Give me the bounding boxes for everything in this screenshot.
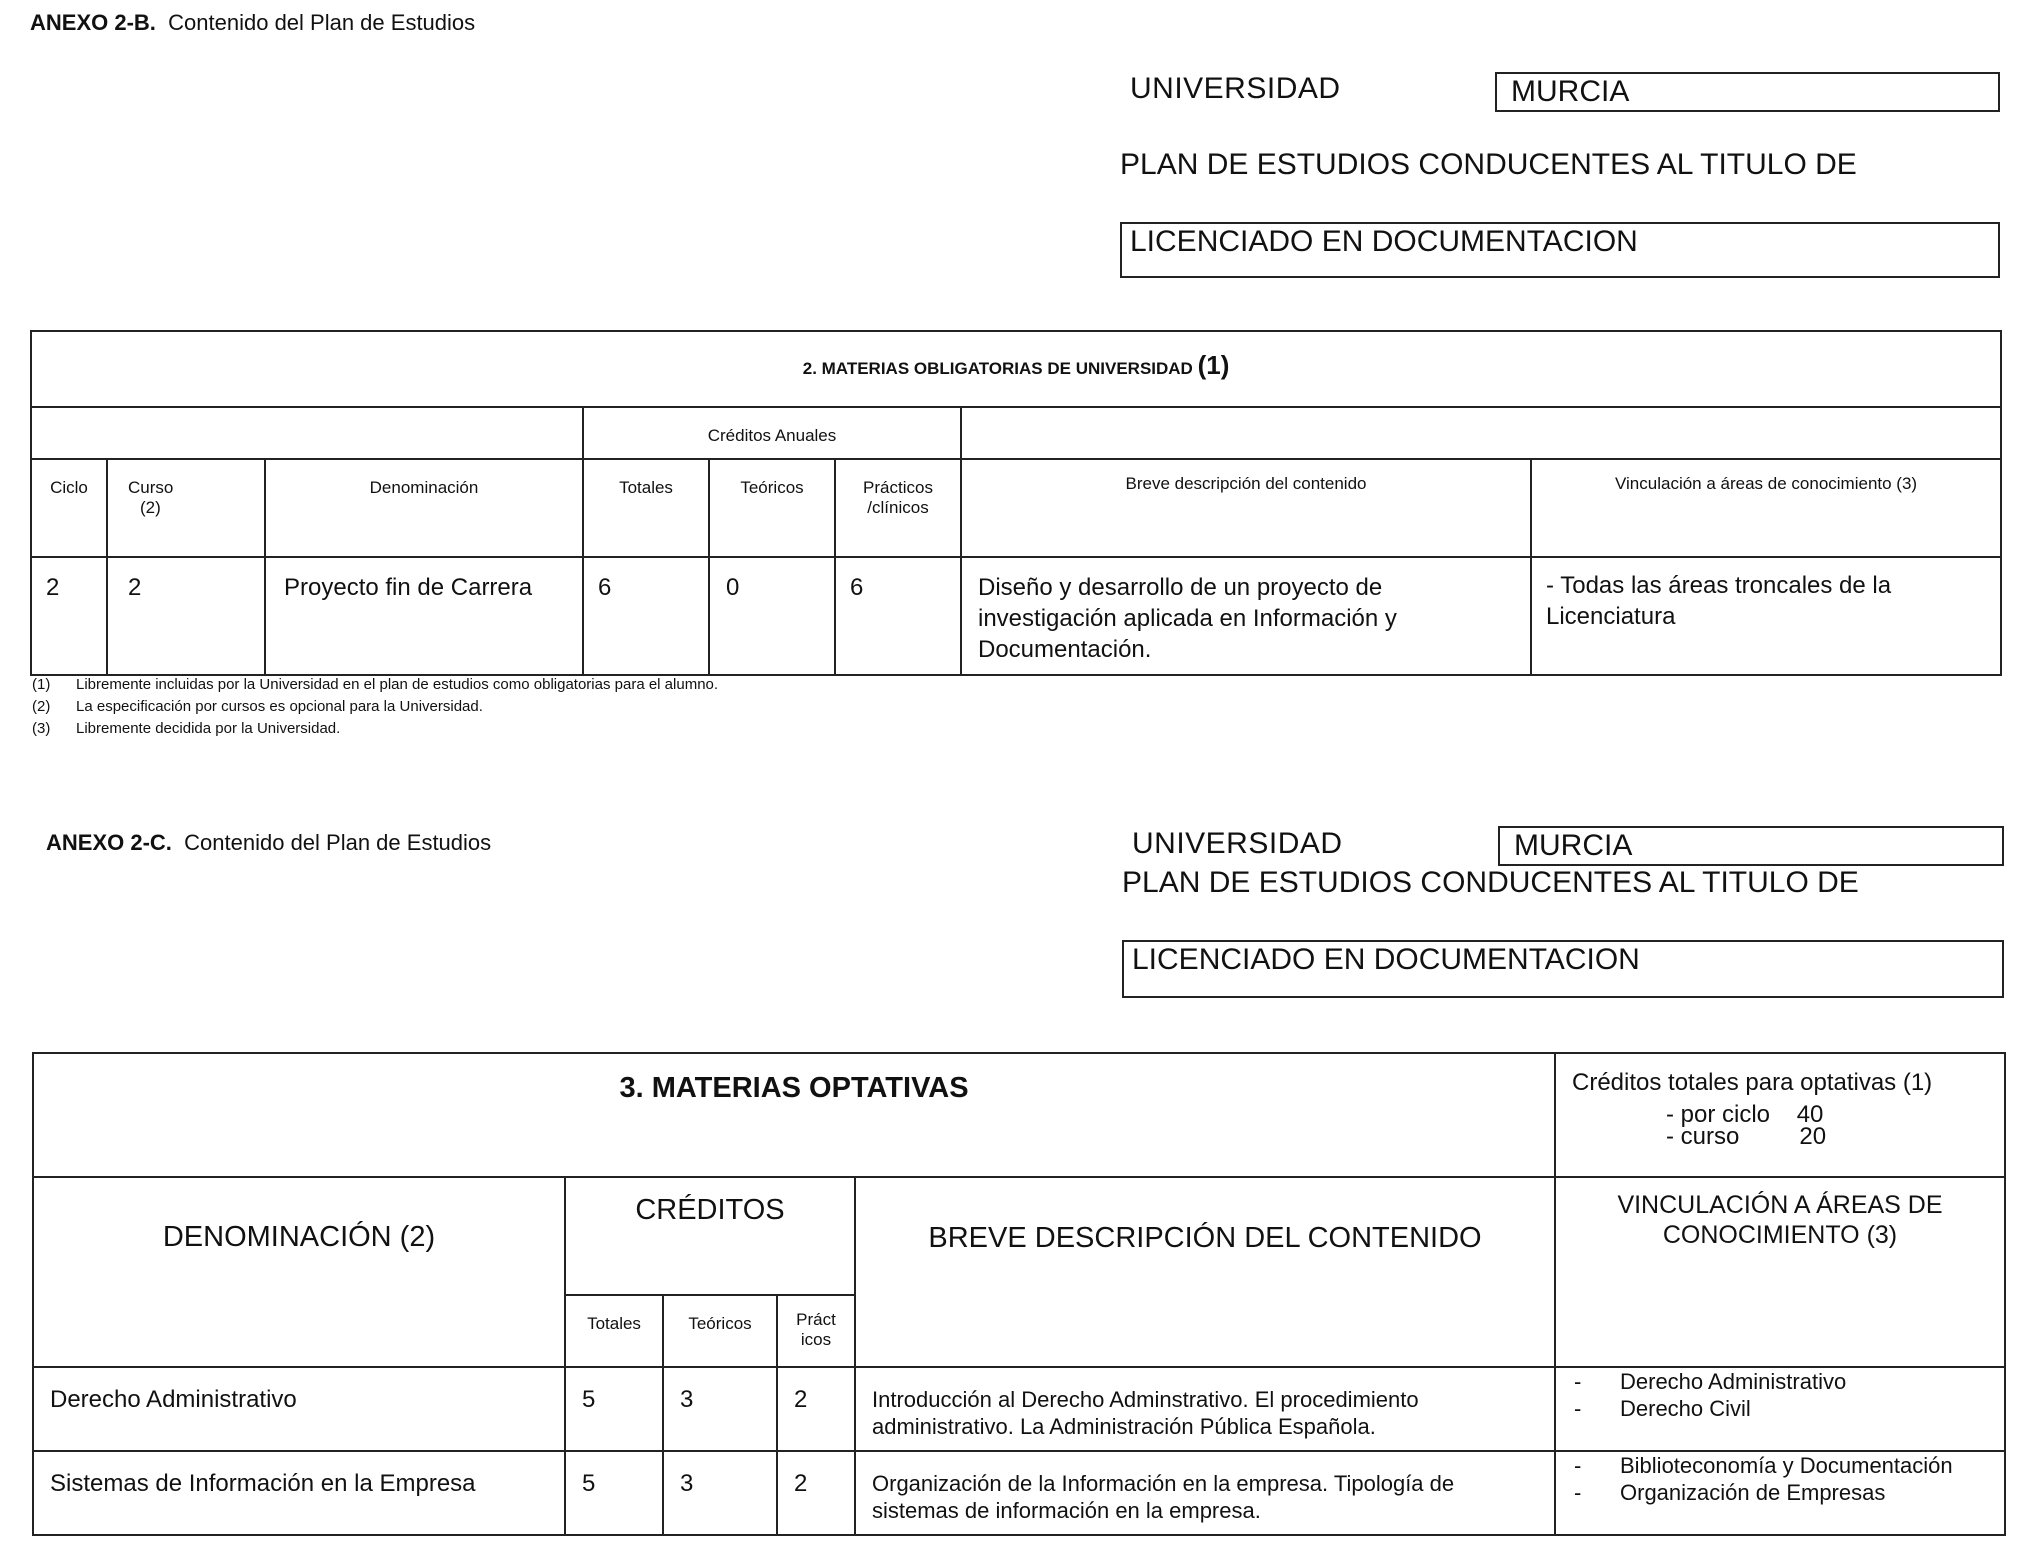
table-row — [33, 1367, 2005, 1451]
footnotes — [32, 674, 718, 740]
totales-cell: 5 — [565, 1451, 663, 1535]
list-item: - Organización de Empresas — [1574, 1480, 1886, 1505]
annex-b-subtitle: Contenido del Plan de Estudios — [168, 10, 476, 35]
annex-c-universidad-box — [1498, 826, 2004, 866]
curso-cell: 2 — [107, 557, 265, 675]
obligatorias-title: 2. MATERIAS OBLIGATORIAS DE UNIVERSIDAD (1) — [31, 331, 2001, 407]
creditos-totales-info: Créditos totales para optativas (1) - por ciclo 40 - curso 20 — [1555, 1053, 2005, 1177]
vinculacion-cell: - Todas las áreas troncales de la Licenciatura — [1531, 557, 2001, 675]
areas-cell — [1555, 1367, 2005, 1451]
totales-header: Totales — [583, 459, 709, 557]
vinculacion-header: VINCULACIÓN A ÁREAS DE CONOCIMIENTO (3) — [1555, 1177, 2005, 1367]
teoricos-header: Teóricos — [663, 1295, 777, 1367]
descripcion-cell: Organización de la Información en la empresa. Tipología de sistemas de información en la empresa. — [855, 1451, 1555, 1535]
optativas-title: 3. MATERIAS OPTATIVAS — [33, 1053, 1555, 1177]
descripcion-cell: Introducción al Derecho Adminstrativo. El procedimiento administrativo. La Administración Pública Española. — [855, 1367, 1555, 1451]
denominacion-header: Denominación — [265, 459, 583, 557]
ciclo-header: Ciclo — [31, 459, 107, 557]
practicos-cell: 6 — [835, 557, 961, 675]
totales-cell: 6 — [583, 557, 709, 675]
annex-c-universidad-label: UNIVERSIDAD — [1132, 827, 1343, 860]
descripcion-header: BREVE DESCRIPCIÓN DEL CONTENIDO — [855, 1177, 1555, 1367]
teoricos-header: Teóricos — [709, 459, 835, 557]
annex-c-titulo-box — [1122, 940, 2004, 998]
annex-b-titulo-value: LICENCIADO EN DOCUMENTACION — [1130, 225, 1638, 258]
annex-b-universidad-box — [1495, 72, 2000, 112]
teoricos-cell: 3 — [663, 1367, 777, 1451]
por-ciclo-label: - por ciclo — [1666, 1101, 1771, 1128]
denominacion-cell: Derecho Administrativo — [33, 1367, 565, 1451]
obligatorias-table — [30, 330, 2002, 676]
annex-b-titulo-box — [1120, 222, 2000, 278]
optativas-table — [32, 1052, 2006, 1536]
table-row — [33, 1451, 2005, 1535]
annex-b-plan-label: PLAN DE ESTUDIOS CONDUCENTES AL TITULO DE — [1120, 148, 1857, 181]
totales-header: Totales — [565, 1295, 663, 1367]
list-item: - Biblioteconomía y Documentación — [1574, 1453, 1953, 1478]
practicos-header: Práct icos — [777, 1295, 855, 1367]
curso-header: Curso (2) — [107, 459, 265, 557]
totales-cell: 5 — [565, 1367, 663, 1451]
descripcion-header: Breve descripción del contenido — [961, 459, 1531, 557]
annex-b-universidad-label: UNIVERSIDAD — [1130, 72, 1341, 105]
table-row — [31, 557, 2001, 675]
annex-c-plan-label: PLAN DE ESTUDIOS CONDUCENTES AL TITULO DE — [1122, 866, 1859, 899]
areas-cell — [1555, 1451, 2005, 1535]
annex-c-heading: ANEXO 2-C. Contenido del Plan de Estudios — [46, 830, 492, 855]
por-ciclo-value: 40 — [1796, 1101, 1824, 1128]
denominacion-header: DENOMINACIÓN (2) — [33, 1177, 565, 1367]
teoricos-cell: 0 — [709, 557, 835, 675]
annex-b-universidad-value: MURCIA — [1511, 75, 1630, 108]
ciclo-cell: 2 — [31, 557, 107, 675]
descripcion-cell: Diseño y desarrollo de un proyecto de investigación aplicada en Información y Documentación. — [961, 557, 1531, 675]
practicos-cell: 2 — [777, 1451, 855, 1535]
curso-label: - curso — [1666, 1123, 1740, 1150]
annex-c-label: ANEXO 2-C — [46, 830, 166, 855]
annex-c-subtitle: Contenido del Plan de Estudios — [184, 830, 492, 855]
title-note: (1) — [1197, 350, 1230, 380]
annex-b-heading: ANEXO 2-B. Contenido del Plan de Estudios — [30, 10, 476, 35]
denominacion-cell: Sistemas de Información en la Empresa — [33, 1451, 565, 1535]
teoricos-cell: 3 — [663, 1451, 777, 1535]
annex-c-titulo-value: LICENCIADO EN DOCUMENTACION — [1132, 943, 1640, 976]
practicos-header: Prácticos /clínicos — [835, 459, 961, 557]
footnote: (1) Libremente incluidas por la Universidad en el plan de estudios como obligatorias para el alumno. — [32, 676, 719, 693]
practicos-cell: 2 — [777, 1367, 855, 1451]
creditos-header: CRÉDITOS — [565, 1177, 855, 1295]
curso-value: 20 — [1799, 1123, 1827, 1150]
annex-c-universidad-value: MURCIA — [1514, 829, 1633, 862]
footnote: (2) La especificación por cursos es opcional para la Universidad. — [32, 698, 483, 715]
list-item: - Derecho Civil — [1574, 1396, 1751, 1421]
footnote: (3) Libremente decidida por la Universidad. — [32, 720, 341, 737]
vinculacion-header: Vinculación a áreas de conocimiento (3) — [1531, 459, 2001, 557]
list-item: - Derecho Administrativo — [1574, 1369, 1847, 1394]
annex-b-label: ANEXO 2-B — [30, 10, 150, 35]
creditos-anuales-header: Créditos Anuales — [583, 407, 961, 459]
denominacion-cell: Proyecto fin de Carrera — [265, 557, 583, 675]
